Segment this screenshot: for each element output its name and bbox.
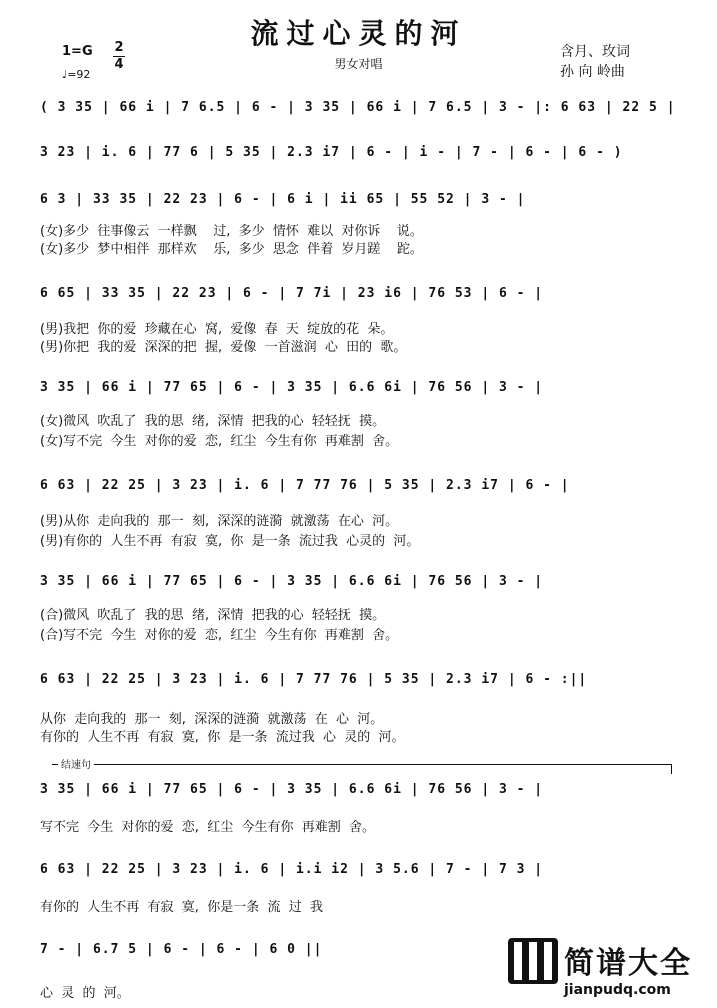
lyrics-verse-1: (合)微风 吹乱了 我的思 绪, 深情 把我的心 轻轻抚 摸。	[40, 608, 386, 623]
notes-line: 6 65 | 33 35 | 22 23 | 6 - | 7 7i | 23 i6 | 76 53 | 6 - |	[40, 286, 544, 301]
watermark-title: 简谱大全	[564, 946, 692, 981]
lyrics-verse-1: (女)微风 吹乱了 我的思 绪, 深情 把我的心 轻轻抚 摸。	[40, 414, 386, 429]
notes-line: 6 63 | 22 25 | 3 23 | i. 6 | 7 77 76 | 5 35 | 2.3 i7 | 6 - :||	[40, 672, 588, 687]
notes-line: 6 63 | 22 25 | 3 23 | i. 6 | 7 77 76 | 5 35 | 2.3 i7 | 6 - |	[40, 478, 570, 493]
system-5	[40, 380, 680, 450]
system-9	[40, 782, 680, 835]
time-signature-top: 2	[114, 40, 124, 55]
system-3	[40, 192, 680, 262]
system-11	[40, 942, 340, 1001]
lyricist-credit: 含月、玫词	[560, 44, 630, 60]
time-signature	[112, 40, 126, 73]
lyrics-verse-2: (男)有你的 人生不再 有寂 寞, 你 是一条 流过我 心灵的 河。	[40, 534, 420, 549]
lyrics-verse-2: (女)多少 梦中相伴 那样欢 乐, 多少 思念 伴着 岁月蹉 跎。	[40, 242, 423, 257]
system-10	[40, 862, 680, 915]
lyrics-verse-1: (女)多少 往事像云 一样飘 过, 多少 情怀 难以 对你诉 说。	[40, 224, 423, 239]
notes-line: 3 35 | 66 i | 77 65 | 6 - | 3 35 | 6.6 6i | 76 56 | 3 - |	[40, 574, 544, 589]
watermark-url: jianpudq.com	[564, 982, 671, 998]
notes-line: 6 3 | 33 35 | 22 23 | 6 - | 6 i | ii 65 | 55 52 | 3 - |	[40, 192, 526, 207]
notes-line: ( 3 35 | 66 i | 7 6.5 | 6 - | 3 35 | 66 i | 7 6.5 | 3 - |: 6 63 | 22 5 |	[40, 100, 676, 115]
notes-line: 3 35 | 66 i | 77 65 | 6 - | 3 35 | 6.6 6i | 76 56 | 3 - |	[40, 380, 544, 395]
notes-line: 6 63 | 22 25 | 3 23 | i. 6 | i.i i2 | 3 5.6 | 7 - | 7 3 |	[40, 862, 544, 877]
lyrics-verse-2: (合)写不完 今生 对你的爱 恋, 红尘 今生有你 再难割 舍。	[40, 628, 399, 643]
lyrics-verse-2: (女)写不完 今生 对你的爱 恋, 红尘 今生有你 再难割 舍。	[40, 434, 399, 449]
lyrics-verse-1: (男)我把 你的爱 珍藏在心 窝, 爱像 春 天 绽放的花 朵。	[40, 322, 394, 337]
site-watermark	[508, 938, 708, 1002]
system-7	[40, 574, 680, 644]
time-signature-bottom: 4	[114, 57, 124, 72]
tempo-marking: ♩=92	[62, 68, 91, 81]
notes-line: 3 23 | i. 6 | 77 6 | 5 35 | 2.3 i7 | 6 - | i - | 7 - | 6 - | 6 - )	[40, 145, 623, 160]
coda-bracket	[52, 760, 672, 770]
system-8	[40, 672, 680, 745]
piano-keys-icon	[508, 938, 558, 984]
lyrics-verse-1: 有你的 人生不再 有寂 寞, 你是一条 流 过 我	[40, 900, 323, 915]
coda-label: 结速句	[58, 756, 94, 771]
song-subtitle: 男女对唱	[334, 57, 383, 71]
system-1	[40, 100, 680, 140]
key-signature: 1=G	[62, 44, 93, 59]
lyrics-verse-1: 从你 走向我的 那一 刻, 深深的涟漪 就激荡 在 心 河。	[40, 712, 384, 727]
system-2	[40, 145, 680, 185]
notes-line: 3 35 | 66 i | 77 65 | 6 - | 3 35 | 6.6 6i | 76 56 | 3 - |	[40, 782, 544, 797]
lyrics-verse-1: (男)从你 走向我的 那一 刻, 深深的涟漪 就激荡 在心 河。	[40, 514, 399, 529]
composer-credit: 孙 向 岭曲	[560, 64, 625, 80]
lyrics-verse-1: 写不完 今生 对你的爱 恋, 红尘 今生有你 再难割 舍。	[40, 820, 375, 835]
system-4	[40, 286, 680, 356]
lyrics-verse-2: 有你的 人生不再 有寂 寞, 你 是一条 流过我 心 灵的 河。	[40, 730, 405, 745]
system-6	[40, 478, 680, 548]
notes-line: 7 - | 6.7 5 | 6 - | 6 - | 6 0 ||	[40, 942, 323, 957]
lyrics-verse-2: (男)你把 我的爱 深深的把 握, 爱像 一首滋润 心 田的 歌。	[40, 340, 407, 355]
credits	[560, 42, 630, 82]
song-title: 流过心灵的河	[250, 17, 467, 50]
lyrics-verse-1: 心 灵 的 河。	[40, 986, 130, 1001]
